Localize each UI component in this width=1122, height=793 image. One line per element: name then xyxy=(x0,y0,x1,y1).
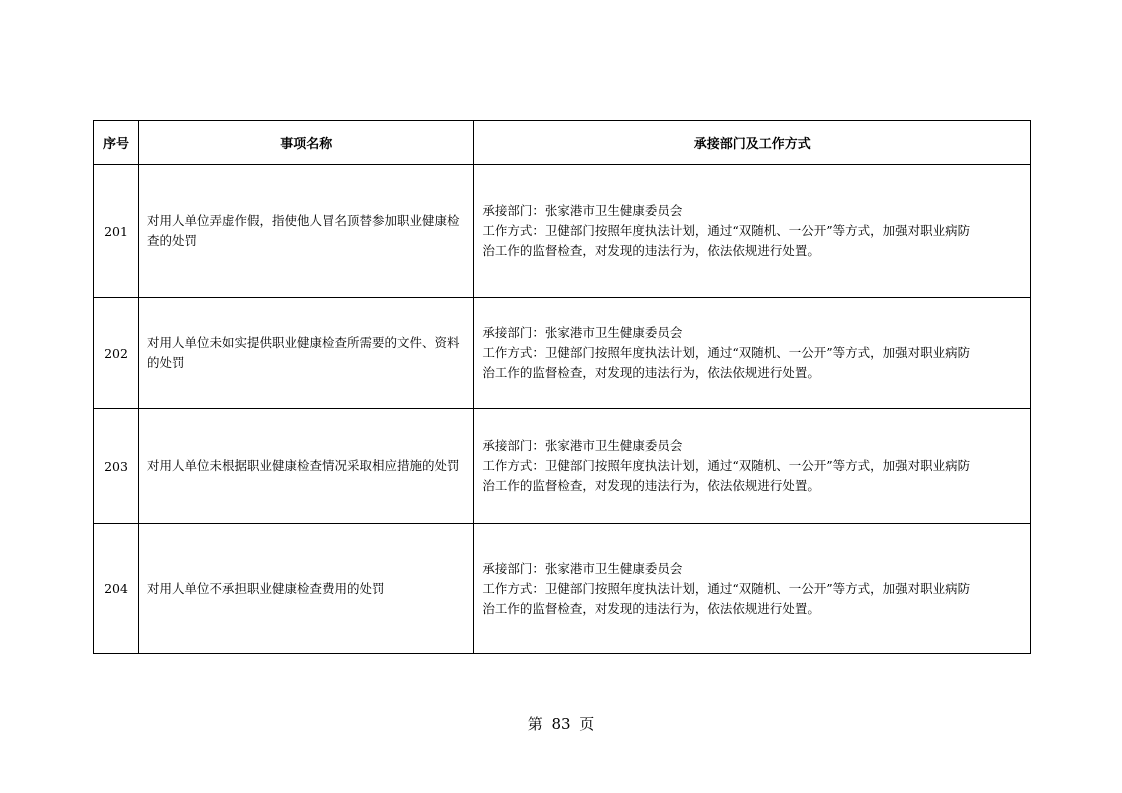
row-department-method xyxy=(474,524,1031,654)
row-item-name xyxy=(139,298,474,409)
department-line: 承接部门：张家港市卫生健康委员会 xyxy=(482,203,683,218)
row-serial-number: 203 xyxy=(94,409,139,524)
row-item-name xyxy=(139,524,474,654)
method-line-2: 治工作的监督检查，对发现的违法行为，依法依规进行处置。 xyxy=(482,478,820,493)
method-line-2: 治工作的监督检查，对发现的违法行为，依法依规进行处置。 xyxy=(482,365,820,380)
row-serial-number: 204 xyxy=(94,524,139,654)
table-row xyxy=(94,298,1031,409)
method-line-1: 工作方式：卫健部门按照年度执法计划，通过“双随机、一公开”等方式，加强对职业病防 xyxy=(482,345,971,360)
department-line: 承接部门：张家港市卫生健康委员会 xyxy=(482,560,683,576)
table-row xyxy=(94,524,1031,654)
item-name-text: 对用人单位未根据职业健康检查情况采取相应措施的处罚 xyxy=(147,458,460,473)
item-name-text: 对用人单位不承担职业健康检查费用的处罚 xyxy=(147,580,385,596)
row-department-method xyxy=(474,165,1031,298)
table-row xyxy=(94,165,1031,298)
row-department-method xyxy=(474,298,1031,409)
header-item-name: 事项名称 xyxy=(139,121,474,165)
row-item-name xyxy=(139,409,474,524)
header-serial-number: 序号 xyxy=(94,121,139,165)
row-serial-number: 202 xyxy=(94,298,139,409)
row-serial-number: 201 xyxy=(94,165,139,298)
method-line-1: 工作方式：卫健部门按照年度执法计划，通过“双随机、一公开”等方式，加强对职业病防 xyxy=(482,580,971,596)
row-item-name xyxy=(139,165,474,298)
header-department-method: 承接部门及工作方式 xyxy=(474,121,1031,165)
items-table xyxy=(93,120,1031,654)
method-line-2: 治工作的监督检查，对发现的违法行为，依法依规进行处置。 xyxy=(482,600,820,616)
page-number: 第 83 页 xyxy=(527,715,595,733)
method-line-1: 工作方式：卫健部门按照年度执法计划，通过“双随机、一公开”等方式，加强对职业病防 xyxy=(482,223,971,238)
item-name-text: 对用人单位未如实提供职业健康检查所需要的文件、资料的处罚 xyxy=(147,335,460,370)
department-line: 承接部门：张家港市卫生健康委员会 xyxy=(482,438,683,453)
table-header-row xyxy=(94,121,1031,165)
table-row xyxy=(94,409,1031,524)
department-line: 承接部门：张家港市卫生健康委员会 xyxy=(482,325,683,340)
item-name-text: 对用人单位弄虚作假，指使他人冒名顶替参加职业健康检查的处罚 xyxy=(147,213,460,248)
method-line-2: 治工作的监督检查，对发现的违法行为，依法依规进行处置。 xyxy=(482,243,820,258)
row-department-method xyxy=(474,409,1031,524)
method-line-1: 工作方式：卫健部门按照年度执法计划，通过“双随机、一公开”等方式，加强对职业病防 xyxy=(482,458,971,473)
